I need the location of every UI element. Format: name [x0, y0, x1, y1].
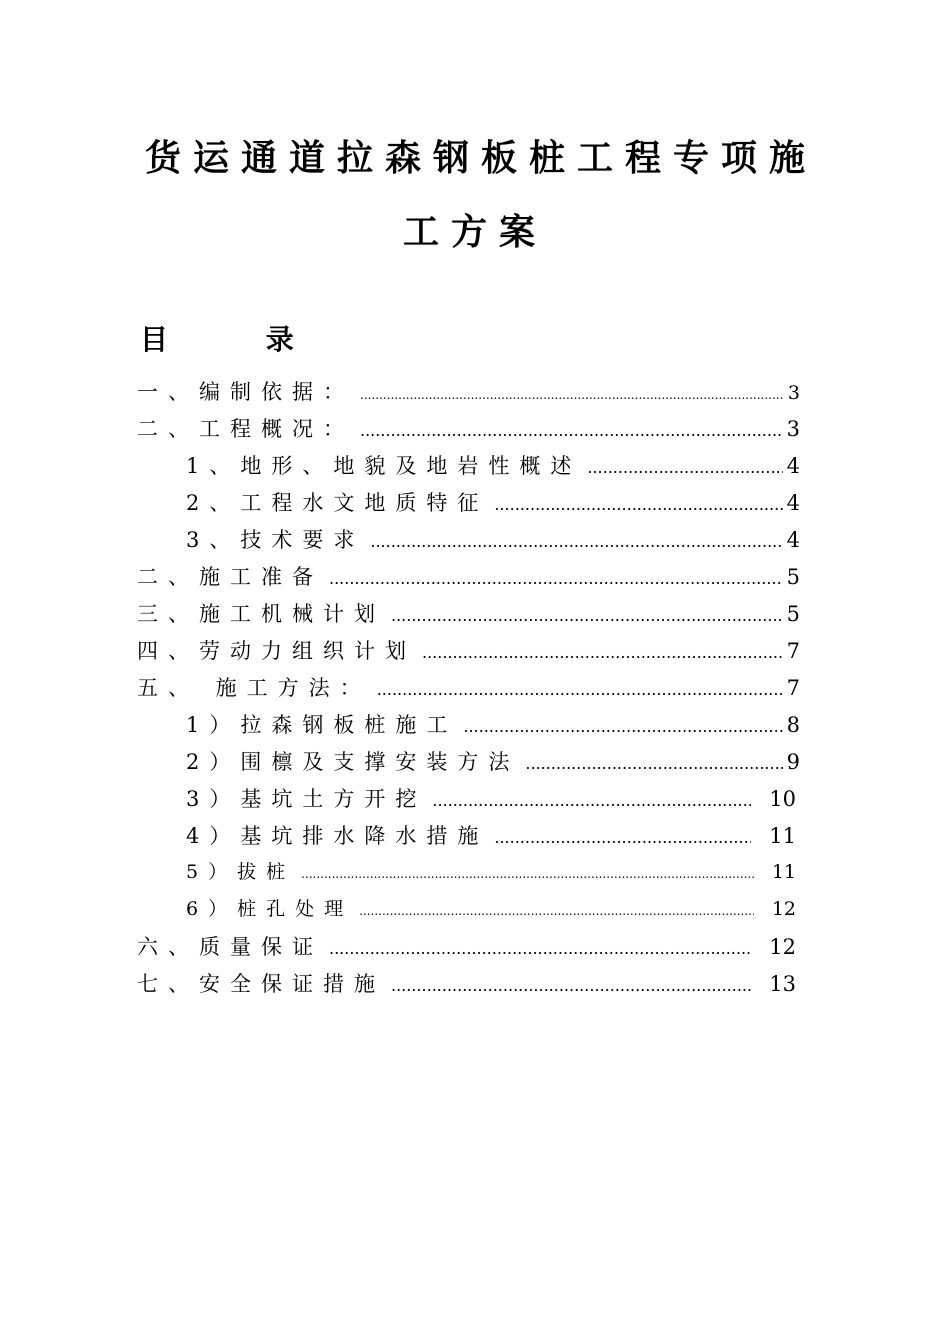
- toc-entry-page: 4: [786, 454, 800, 478]
- toc-leader-dots: [391, 606, 783, 625]
- toc-entry[interactable]: [186, 820, 796, 856]
- toc-entry-label: 四、劳动力组织计划: [137, 639, 416, 663]
- document-title-line-2: 工方案: [402, 212, 547, 253]
- toc-entry-page: 5: [786, 602, 800, 626]
- toc-entry-label: 3、技术要求: [186, 528, 365, 552]
- toc-entry-label: 2、工程水文地质特征: [186, 491, 489, 515]
- toc-entry[interactable]: [186, 746, 800, 782]
- toc-entry-page: 11: [769, 824, 796, 848]
- toc-leader-dots: [301, 867, 754, 881]
- toc-entry-label: 3）基坑土方开挖: [186, 787, 427, 811]
- toc-entry-page: 11: [771, 861, 796, 883]
- toc-entry-label: 二、施工准备: [137, 565, 323, 589]
- toc-leader-dots: [360, 421, 783, 440]
- toc-entry[interactable]: [186, 524, 800, 560]
- toc-entry[interactable]: [186, 894, 796, 930]
- toc-entry[interactable]: [137, 561, 800, 597]
- toc-entry[interactable]: [137, 672, 800, 708]
- toc-leader-dots: [370, 532, 782, 551]
- toc-leader-dots: [391, 976, 751, 995]
- toc-entry-page: 3: [787, 382, 800, 404]
- toc-entry[interactable]: [137, 635, 800, 671]
- toc-leader-dots: [494, 828, 751, 847]
- toc-entry[interactable]: [186, 487, 800, 523]
- toc-entry-label: 五、 施工方法：: [137, 676, 371, 700]
- toc-leader-dots: [329, 939, 751, 958]
- toc-entry-label: 七、安全保证措施: [137, 972, 385, 996]
- toc-entry-page: 13: [769, 972, 796, 996]
- toc-entry[interactable]: [137, 931, 796, 967]
- toc-entry[interactable]: [186, 857, 796, 893]
- toc-leader-dots: [494, 495, 782, 514]
- toc-leader-dots: [432, 791, 751, 810]
- toc-entry-page: 12: [771, 898, 796, 920]
- toc-entry[interactable]: [186, 783, 796, 819]
- toc-entry[interactable]: [186, 709, 800, 745]
- toc-entry[interactable]: [186, 450, 800, 486]
- toc-leader-dots: [525, 754, 782, 773]
- toc-entry-page: 4: [786, 528, 800, 552]
- toc-entry-page: 4: [786, 491, 800, 515]
- toc-entry-label: 一、编制依据：: [137, 380, 354, 404]
- toc-entry-page: 3: [786, 417, 800, 441]
- toc-entry-page: 10: [769, 787, 796, 811]
- toc-leader-dots: [359, 904, 754, 918]
- toc-entry-page: 8: [786, 713, 800, 737]
- toc-entry-page: 12: [769, 935, 796, 959]
- toc-leader-dots: [377, 680, 783, 699]
- toc-entry[interactable]: [137, 968, 796, 1004]
- toc-entry-label: 三、施工机械计划: [137, 602, 385, 626]
- toc-entry-label: 二、工程概况：: [137, 417, 354, 441]
- toc-entry-page: 7: [786, 676, 800, 700]
- toc-entry-label: 4）基坑排水降水措施: [186, 824, 489, 848]
- toc-entry-page: 7: [786, 639, 800, 663]
- toc-entry-label: 六、质量保证: [137, 935, 323, 959]
- toc-entry-label: 1）拉森钢板桩施工: [186, 713, 458, 737]
- toc-entry-label: 2）围檩及支撑安装方法: [186, 750, 520, 774]
- toc-leader-dots: [463, 717, 782, 736]
- toc-leader-dots: [360, 388, 784, 402]
- toc-leader-dots: [587, 458, 782, 477]
- toc-entry-label: 5）拔桩: [186, 861, 296, 883]
- toc-entry[interactable]: [137, 598, 800, 634]
- toc-leader-dots: [422, 643, 783, 662]
- toc-entry-page: 5: [786, 565, 800, 589]
- toc-entry[interactable]: [137, 413, 800, 449]
- toc-leader-dots: [329, 569, 783, 588]
- document-title-line-1: 货运通道拉森钢板桩工程专项施: [144, 138, 817, 179]
- toc-entry-label: 6）桩孔处理: [186, 898, 354, 920]
- toc-heading: 目 录: [140, 323, 338, 356]
- toc-entry[interactable]: [137, 376, 800, 412]
- toc-entry-page: 9: [786, 750, 800, 774]
- toc-entry-label: 1、地形、地貌及地岩性概述: [186, 454, 582, 478]
